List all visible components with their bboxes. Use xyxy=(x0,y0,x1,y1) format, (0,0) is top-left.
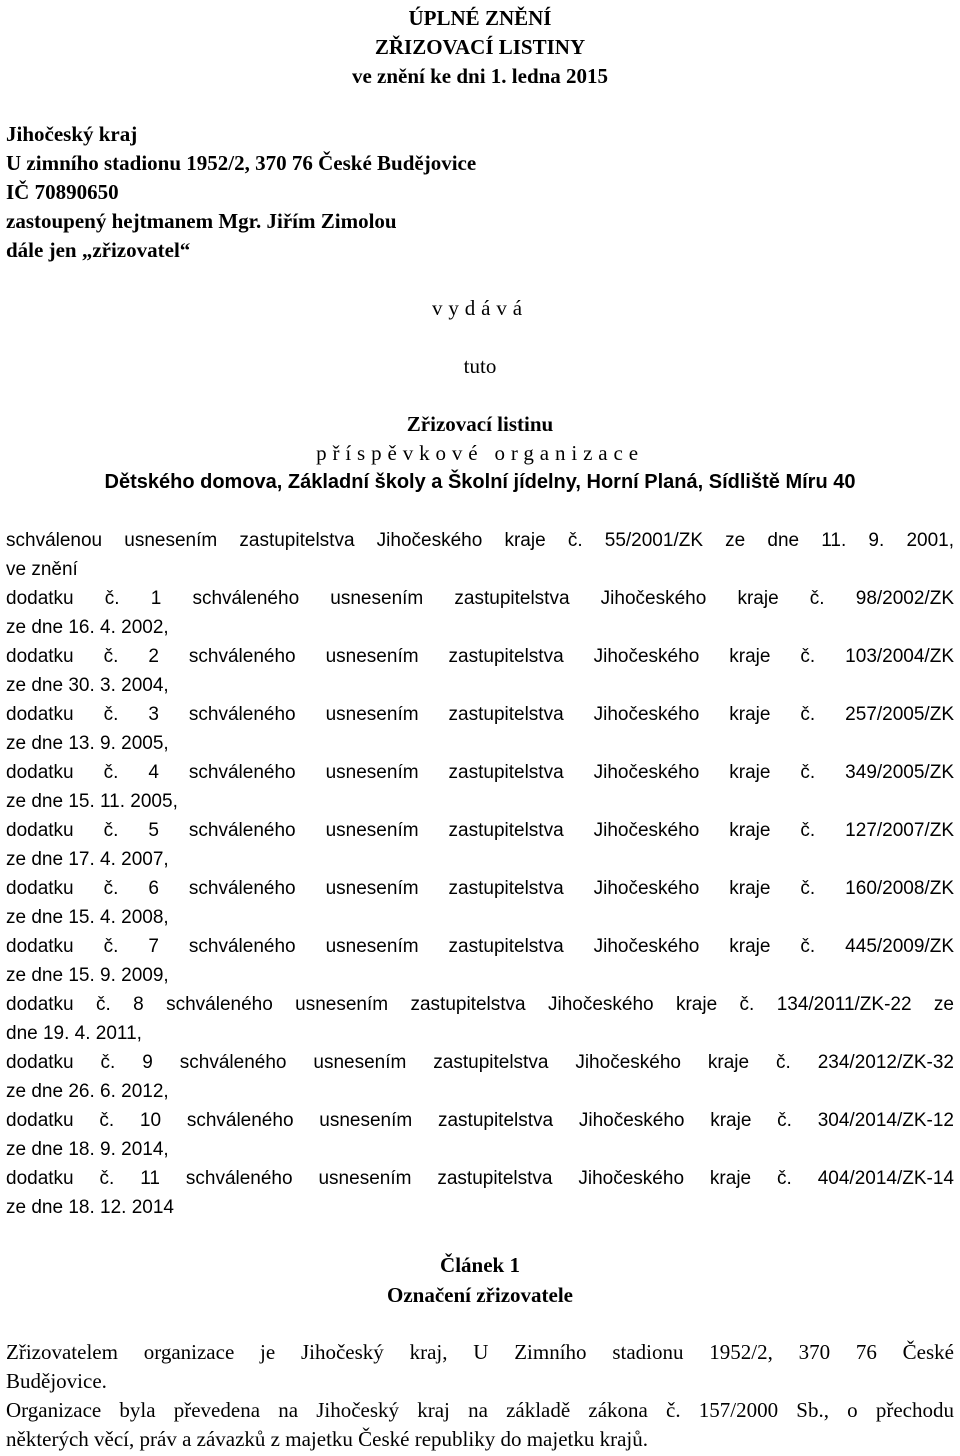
amendment-line: dodatku č. 9 schváleného usnesením zastupitelstva Jihočeského kraje č. 234/2012/ZK-32 xyxy=(6,1052,954,1073)
founder-block xyxy=(6,120,706,265)
article-number: Článek 1 xyxy=(440,1253,520,1277)
paragraph-line: Budějovice. xyxy=(6,1369,107,1393)
amendment-date: ze dne 13. 9. 2005, xyxy=(6,733,169,754)
header-line-date: ve znění ke dni 1. ledna 2015 xyxy=(351,64,609,88)
approval-line-version: ve znění xyxy=(6,559,78,580)
article-1-paragraph-1 xyxy=(6,1338,954,1396)
amendment-date: ze dne 18. 12. 2014 xyxy=(6,1197,174,1218)
approval-line: schválenou usnesením zastupitelstva Jihočeského kraje č. 55/2001/ZK ze dne 11. 9. 2001, xyxy=(6,530,954,551)
amendment-list xyxy=(6,584,954,1222)
amendment-line: dodatku č. 1 schváleného usnesením zastupitelstva Jihočeského kraje č. 98/2002/ZK xyxy=(6,588,954,609)
org-name: Dětského domova, Základní školy a Školní jídelny, Horní Planá, Sídliště Míru 40 xyxy=(104,471,856,493)
founder-represented: zastoupený hejtmanem Mgr. Jiřím Zimolou xyxy=(6,209,397,233)
amendment-date: dne 19. 4. 2011, xyxy=(6,1023,142,1044)
amendment-date: ze dne 17. 4. 2007, xyxy=(6,849,169,870)
amendment-date: ze dne 30. 3. 2004, xyxy=(6,675,169,696)
header-line-full-text: ÚPLNÉ ZNĚNÍ xyxy=(408,6,552,30)
amendment-date: ze dne 15. 4. 2008, xyxy=(6,907,169,928)
founder-address: U zimního stadionu 1952/2, 370 76 České Budějovice xyxy=(6,151,477,175)
amendment-line: dodatku č. 6 schváleného usnesením zastupitelstva Jihočeského kraje č. 160/2008/ZK xyxy=(6,878,954,899)
org-type: příspěvkové organizace xyxy=(316,441,644,465)
amendment-date: ze dne 15. 11. 2005, xyxy=(6,791,178,812)
amendment-line: dodatku č. 7 schváleného usnesením zastupitelstva Jihočeského kraje č. 445/2009/ZK xyxy=(6,936,954,957)
amendment-line: dodatku č. 11 schváleného usnesením zastupitelstva Jihočeského kraje č. 404/2014/ZK-14 xyxy=(6,1168,954,1189)
approval-section xyxy=(6,526,954,1222)
header-line-charter: ZŘIZOVACÍ LISTINY xyxy=(374,35,586,59)
paragraph-line: Organizace byla převedena na Jihočeský kraj na základě zákona č. 157/2000 Sb., o přechodu xyxy=(6,1398,954,1422)
amendment-line: dodatku č. 8 schváleného usnesením zastupitelstva Jihočeského kraje č. 134/2011/ZK-22 ze xyxy=(6,994,954,1015)
document-header xyxy=(300,4,660,91)
this-word: tuto xyxy=(463,354,497,378)
amendment-line: dodatku č. 5 schváleného usnesením zastupitelstva Jihočeského kraje č. 127/2007/ZK xyxy=(6,820,954,841)
founder-name: Jihočeský kraj xyxy=(6,122,138,146)
issues-word: vydává xyxy=(432,296,528,320)
amendment-line: dodatku č. 3 schváleného usnesením zastupitelstva Jihočeského kraje č. 257/2005/ZK xyxy=(6,704,954,725)
amendment-date: ze dne 16. 4. 2002, xyxy=(6,617,169,638)
charter-title: Zřizovací listinu xyxy=(406,412,554,436)
paragraph-line: některých věcí, práv a závazků z majetku České republiky do majetku krajů. xyxy=(6,1427,648,1451)
article-1-paragraph-2 xyxy=(6,1396,954,1454)
amendment-line: dodatku č. 10 schváleného usnesením zastupitelstva Jihočeského kraje č. 304/2014/ZK-12 xyxy=(6,1110,954,1131)
founder-ico: IČ 70890650 xyxy=(6,180,119,204)
amendment-date: ze dne 15. 9. 2009, xyxy=(6,965,169,986)
amendment-line: dodatku č. 4 schváleného usnesením zastupitelstva Jihočeského kraje č. 349/2005/ZK xyxy=(6,762,954,783)
amendment-line: dodatku č. 2 schváleného usnesením zastupitelstva Jihočeského kraje č. 103/2004/ZK xyxy=(6,646,954,667)
amendment-date: ze dne 26. 6. 2012, xyxy=(6,1081,169,1102)
paragraph-line: Zřizovatelem organizace je Jihočeský kraj, U Zimního stadionu 1952/2, 370 76 České xyxy=(6,1340,954,1364)
amendment-date: ze dne 18. 9. 2014, xyxy=(6,1139,169,1160)
article-title: Označení zřizovatele xyxy=(386,1283,573,1307)
article-1-heading xyxy=(0,1250,960,1310)
founder-alias: dále jen „zřizovatel“ xyxy=(6,238,191,262)
